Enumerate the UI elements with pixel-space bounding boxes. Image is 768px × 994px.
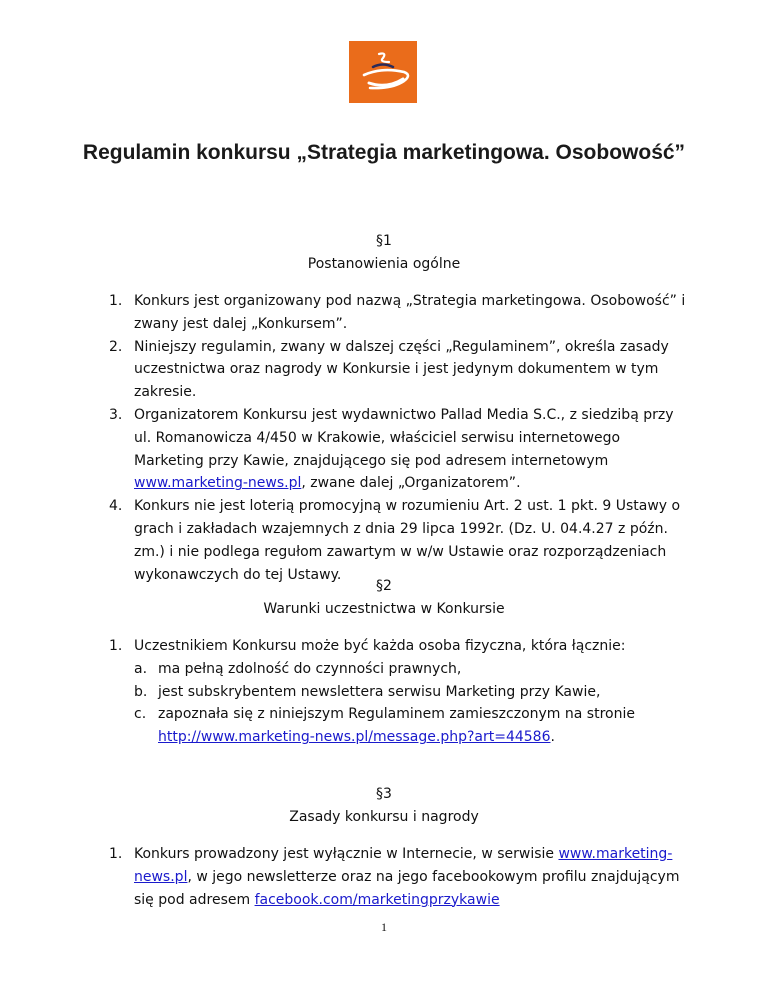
list-item <box>109 404 689 495</box>
coffee-cup-icon <box>349 41 417 103</box>
section-1-list <box>109 290 689 586</box>
section-1-number: §1 <box>376 233 392 249</box>
marketing-news-link[interactable]: www.marketing-news.pl <box>134 475 302 492</box>
sub-list-item <box>134 681 689 704</box>
facebook-profile-link[interactable]: facebook.com/marketingprzykawie <box>254 891 500 908</box>
list-item-text: , w jego newsletterze oraz na jego facebookowym profilu znajdującym się pod adresem <box>134 868 680 908</box>
sub-list-item <box>134 658 689 681</box>
sub-item-text: zapoznała się z niniejszym Regulaminem zamieszczonym na stronie <box>158 706 635 723</box>
list-number: 3. <box>109 406 123 423</box>
list-number: 1. <box>109 293 123 309</box>
sub-list <box>134 658 689 749</box>
list-item-text: , zwane dalej „Organizatorem”. <box>301 475 521 492</box>
sub-item-text: . <box>550 729 555 746</box>
sub-item-text: jest subskrybentem newslettera serwisu Marketing przy Kawie, <box>158 683 601 700</box>
list-letter: b. <box>134 683 148 700</box>
list-item <box>109 336 689 404</box>
sub-list-item <box>134 703 689 749</box>
list-letter: a. <box>134 660 148 677</box>
list-number: 4. <box>109 498 123 515</box>
section-3-list <box>109 843 689 911</box>
list-number: 1. <box>109 846 123 862</box>
list-number: 2. <box>109 338 123 355</box>
section-3-number: §3 <box>376 786 392 802</box>
section-2-title: Warunki uczestnictwa w Konkursie <box>263 601 505 617</box>
sub-item-text: ma pełną zdolność do czynności prawnych, <box>158 660 462 677</box>
section-3-title: Zasady konkursu i nagrody <box>289 809 479 825</box>
logo <box>349 41 417 103</box>
list-item-text: Organizatorem Konkursu jest wydawnictwo Pallad Media S.C., z siedzibą przy ul. Romanowicza 4/450 w Krakowie, właściciel serwisu internetowego Marketing przy Kawie, znajdującego się pod adresem internetowym <box>134 406 674 469</box>
list-item-text: Konkurs nie jest loterią promocyjną w rozumieniu Art. 2 ust. 1 pkt. 9 Ustawy o grach i zakładach wzajemnych z dnia 29 lipca 1992r. (Dz. U. 04.4.27 z późn. zm.) i nie podlega regułom zawartym w w/w Ustawie oraz rozporządzeniach wykonawczych do tej Ustawy. <box>134 498 681 583</box>
document-title: Regulamin konkursu „Strategia marketingowa. Osobowość” <box>82 141 686 164</box>
section-2-list <box>109 635 689 749</box>
list-item-text: Uczestnikiem Konkursu może być każda osoba fizyczna, która łącznie: <box>134 638 626 654</box>
list-number: 1. <box>109 638 123 654</box>
list-item <box>109 290 689 336</box>
list-letter: c. <box>134 706 147 723</box>
section-2-number: §2 <box>376 578 392 594</box>
list-item-text: Konkurs prowadzony jest wyłącznie w Internecie, w serwisie <box>134 846 559 862</box>
regulation-page-link[interactable]: http://www.marketing-news.pl/message.php?art=44586 <box>158 729 551 746</box>
list-item-text: Niniejszy regulamin, zwany w dalszej części „Regulaminem”, określa zasady uczestnictwa oraz nagrody w Konkursie i jest jedynym dokumentem w tym zakresie. <box>134 338 669 401</box>
list-item-text: Konkurs jest organizowany pod nazwą „Strategia marketingowa. Osobowość” i zwany jest dalej „Konkursem”. <box>134 293 686 332</box>
list-item <box>109 635 689 749</box>
page-number: 1 <box>381 920 387 934</box>
list-item <box>109 495 689 586</box>
marketing-news-link[interactable]: www.marketing-news.pl <box>134 846 673 885</box>
section-1-title: Postanowienia ogólne <box>307 256 461 272</box>
list-item <box>109 843 689 911</box>
